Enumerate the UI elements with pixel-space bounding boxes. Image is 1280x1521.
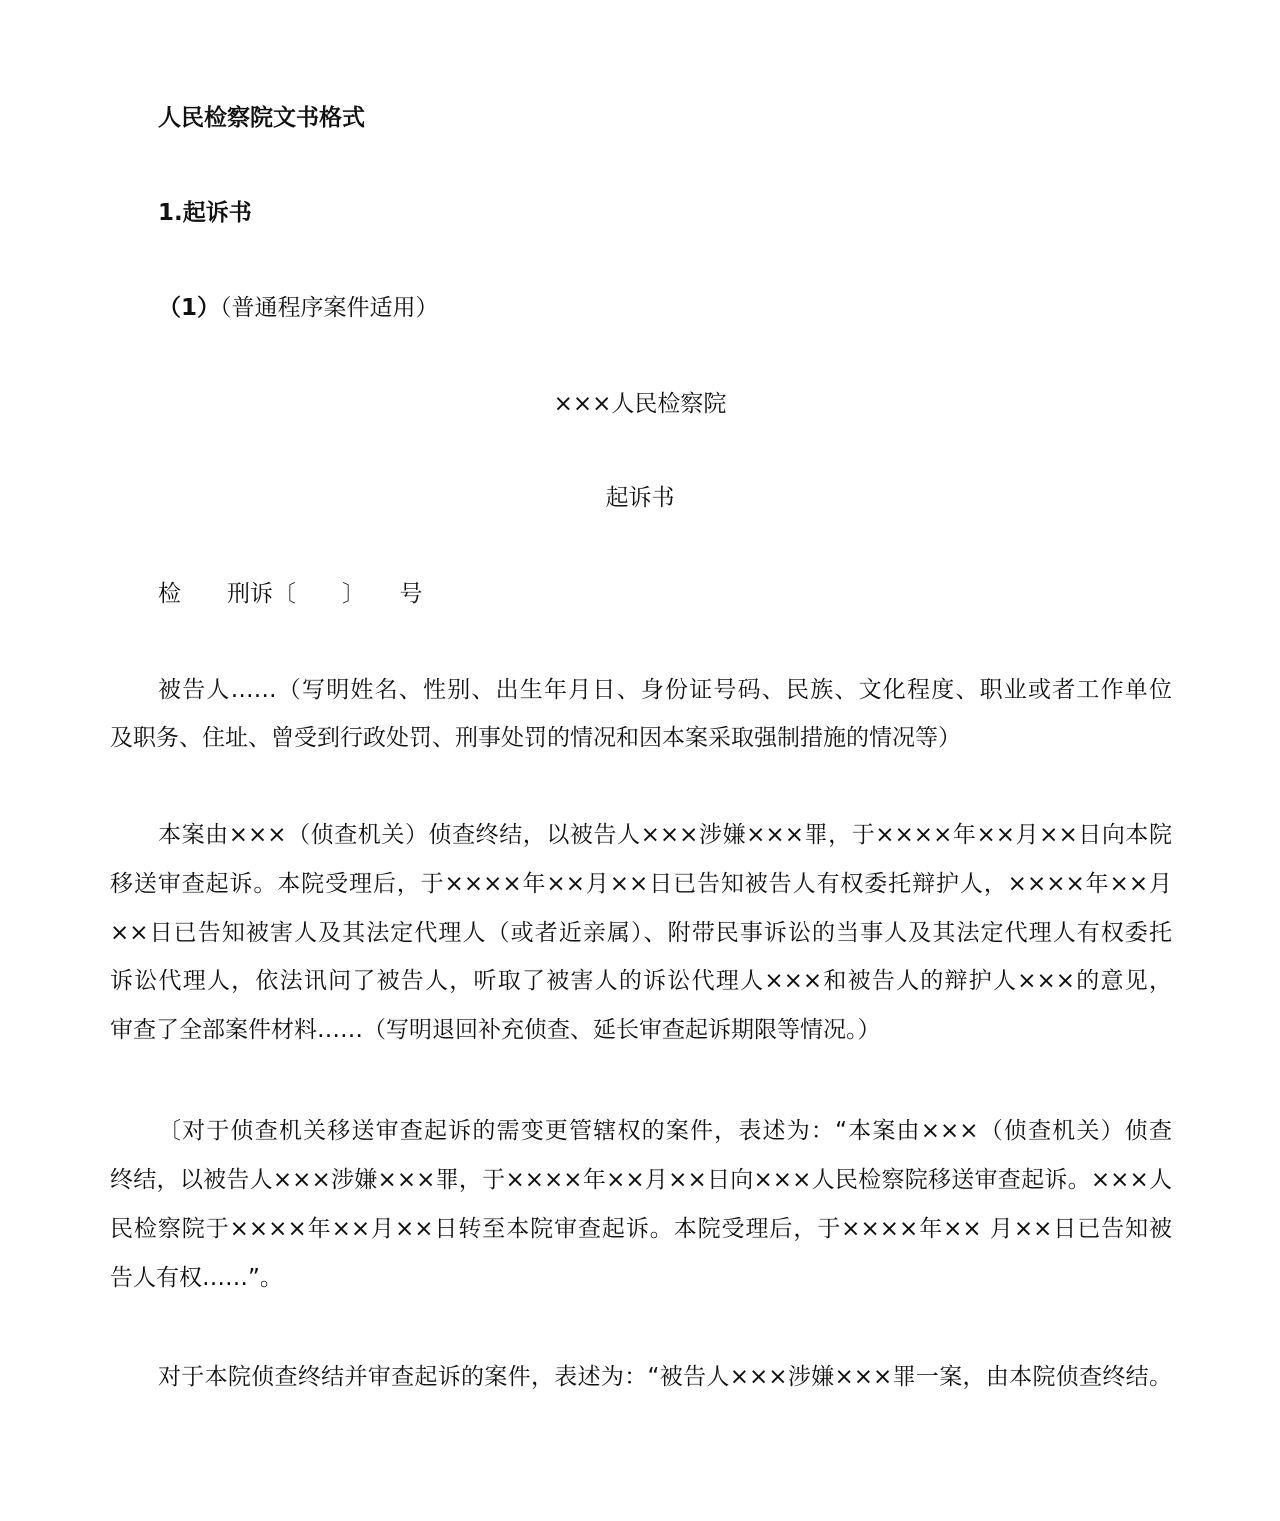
document-heading: 人民检察院文书格式 <box>158 105 365 131</box>
section-title: 1.起诉书 <box>158 200 252 226</box>
subsection-title <box>158 293 1172 323</box>
text-line: 民检察院于××××年××月××日转至本院审查起诉。本院受理后，于××××年×× 月××日已告知被 <box>110 1216 1172 1242</box>
text-line: 移送审查起诉。本院受理后，于××××年××月××日已告知被告人有权委托辩护人，××××年××月 <box>110 871 1172 897</box>
text-line: 告人有权……”。 <box>110 1265 283 1291</box>
text-line: 终结，以被告人×××涉嫌×××罪，于××××年××月××日向×××人民检察院移送审查起诉。×××人 <box>110 1167 1172 1193</box>
text-line: 诉讼代理人，依法讯问了被告人，听取了被害人的诉讼代理人×××和被告人的辩护人×××的意见， <box>110 968 1172 994</box>
subsection-note: （普通程序案件适用） <box>220 295 439 321</box>
text-line: 对于本院侦查终结并审查起诉的案件，表述为：“被告人×××涉嫌×××罪一案，由本院侦查终结。 <box>158 1364 1172 1390</box>
text-line: 审查了全部案件材料……（写明退回补充侦查、延长审查起诉期限等情况。） <box>110 1017 881 1043</box>
document-title: 起诉书 <box>605 485 675 511</box>
text-line: 〔对于侦查机关移送审查起诉的需变更管辖权的案件，表述为：“本案由×××（侦查机关）侦查 <box>158 1118 1172 1144</box>
procuratorate-name: ×××人民检察院 <box>553 391 727 417</box>
text-line: 及职务、住址、曾受到行政处罚、刑事处罚的情况和因本案采取强制措施的情况等） <box>110 725 961 751</box>
document-number: 检 刑诉〔 〕 号 <box>158 581 423 607</box>
text-line: 本案由×××（侦查机关）侦查终结，以被告人×××涉嫌×××罪，于××××年××月××日向本院 <box>158 822 1172 848</box>
text-line: ××日已告知被害人及其法定代理人（或者近亲属）、附带民事诉讼的当事人及其法定代理人有权委托 <box>110 920 1172 946</box>
text-line: 被告人……（写明姓名、性别、出生年月日、身份证号码、民族、文化程度、职业或者工作单位 <box>158 677 1172 703</box>
subsection-number: （1） <box>158 295 221 321</box>
